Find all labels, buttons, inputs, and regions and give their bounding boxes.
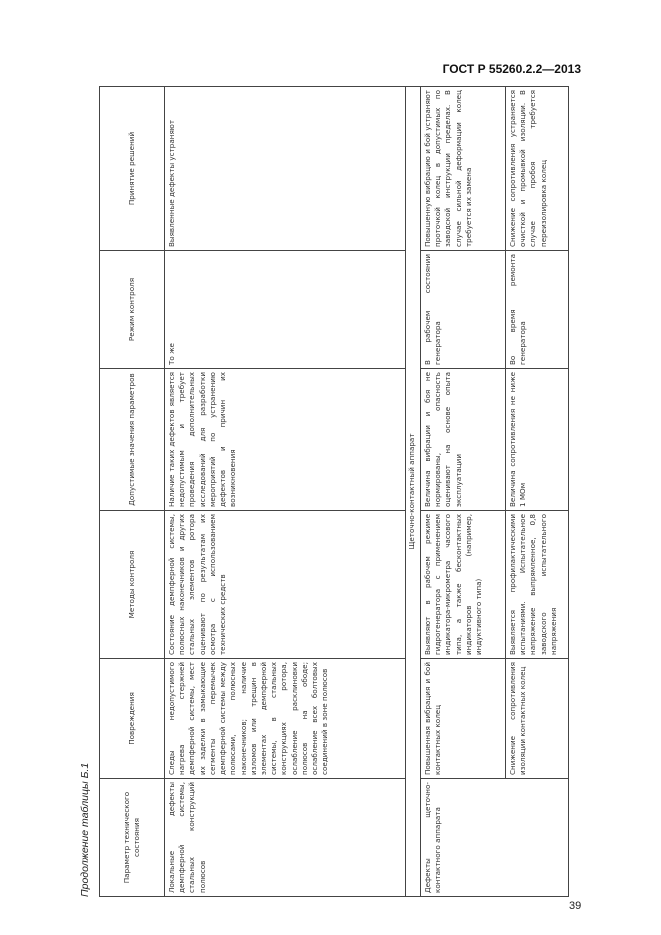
table-cell: Выявляется профилактическими испытаниями. Испытательное напряжение выпрямленное, 0,8 заводского испытательного напряжения: [506, 511, 569, 659]
table-caption: Продолжение таблицы Б.1: [79, 762, 91, 897]
table-row: [421, 87, 506, 897]
table-cell: Локальные дефекты демпферной системы, стальных конструкций полюсов: [165, 779, 406, 897]
table-row: [506, 87, 569, 897]
table-cell: Снижение сопротивления устраняется очисткой и промывкой изоляции. В случае пробоя требуется переизолировка колец: [506, 87, 569, 251]
table-cell: Повышенную вибрацию и бой устраняют проточкой колец в допустимых по заводской инструкции пределах. В случае сильной деформации колец требуется их замена: [421, 87, 506, 251]
column-header: Режим контроля: [100, 251, 165, 369]
column-header: Параметр технического состояния: [100, 779, 165, 897]
table-cell: Выявляют в рабочем режиме гидрогенератора с применением индикатора-микрометра часового типа, а также бесконтактных индикаторов (например, индуктивного типа): [421, 511, 506, 659]
table-cell: Величина вибрации и боя не нормированы, опасность оценивают на основе опыта эксплуатации: [421, 369, 506, 511]
section-title: Щеточно-контактный аппарат: [406, 87, 421, 897]
table-header-row: [100, 87, 165, 897]
table-cell: Величина сопротивления не ниже 1 МОм: [506, 369, 569, 511]
column-header: Принятие решений: [100, 87, 165, 251]
table-cell: Выявленные дефекты устраняют: [165, 87, 406, 251]
table-cell: Следы недопустимого нагрева стержней демпферной системы, мест их заделки в замыкающие сегменты перемычек демпферной системы между полюсами, полюсных наконечников; наличие изломов или трещин в элементах демпферной системы, в стальных конструкциях ротора, ослабление расклиновки полюсов на ободе; ослабление всех болтовых соединений в зоне полюсов: [165, 659, 406, 779]
document-code: ГОСТ Р 55260.2.2—2013: [442, 62, 581, 76]
column-header: Методы контроля: [100, 511, 165, 659]
table-cell: Наличие таких дефектов является недопустимым и требует проведения дополнительных исследований для разработки мероприятий по устранению дефектов и причин их возникновения: [165, 369, 406, 511]
column-header: Допустимые значения параметров: [100, 369, 165, 511]
table-cell: Снижение сопротивления изоляции контактных колец: [506, 659, 569, 779]
table-row: [165, 87, 406, 897]
table-cell: Состояние демпферной системы, полюсных наконечников и других стальных элементов ротора оценивают по результатам их осмотра с использованием технических средств: [165, 511, 406, 659]
table-cell: То же: [165, 251, 406, 369]
defects-table: [99, 86, 569, 897]
table-cell: Во время ремонта генератора: [506, 251, 569, 369]
table-cell: Повышенная вибрация и бой контактных колец: [421, 659, 506, 779]
table-cell: Дефекты щеточно-контактного аппарата: [421, 779, 569, 897]
column-header: Повреждения: [100, 659, 165, 779]
page-number: 39: [569, 900, 582, 912]
table-cell: В рабочем состоянии генератора: [421, 251, 506, 369]
section-header-row: [406, 87, 421, 897]
rotated-table-sheet: [75, 87, 558, 897]
